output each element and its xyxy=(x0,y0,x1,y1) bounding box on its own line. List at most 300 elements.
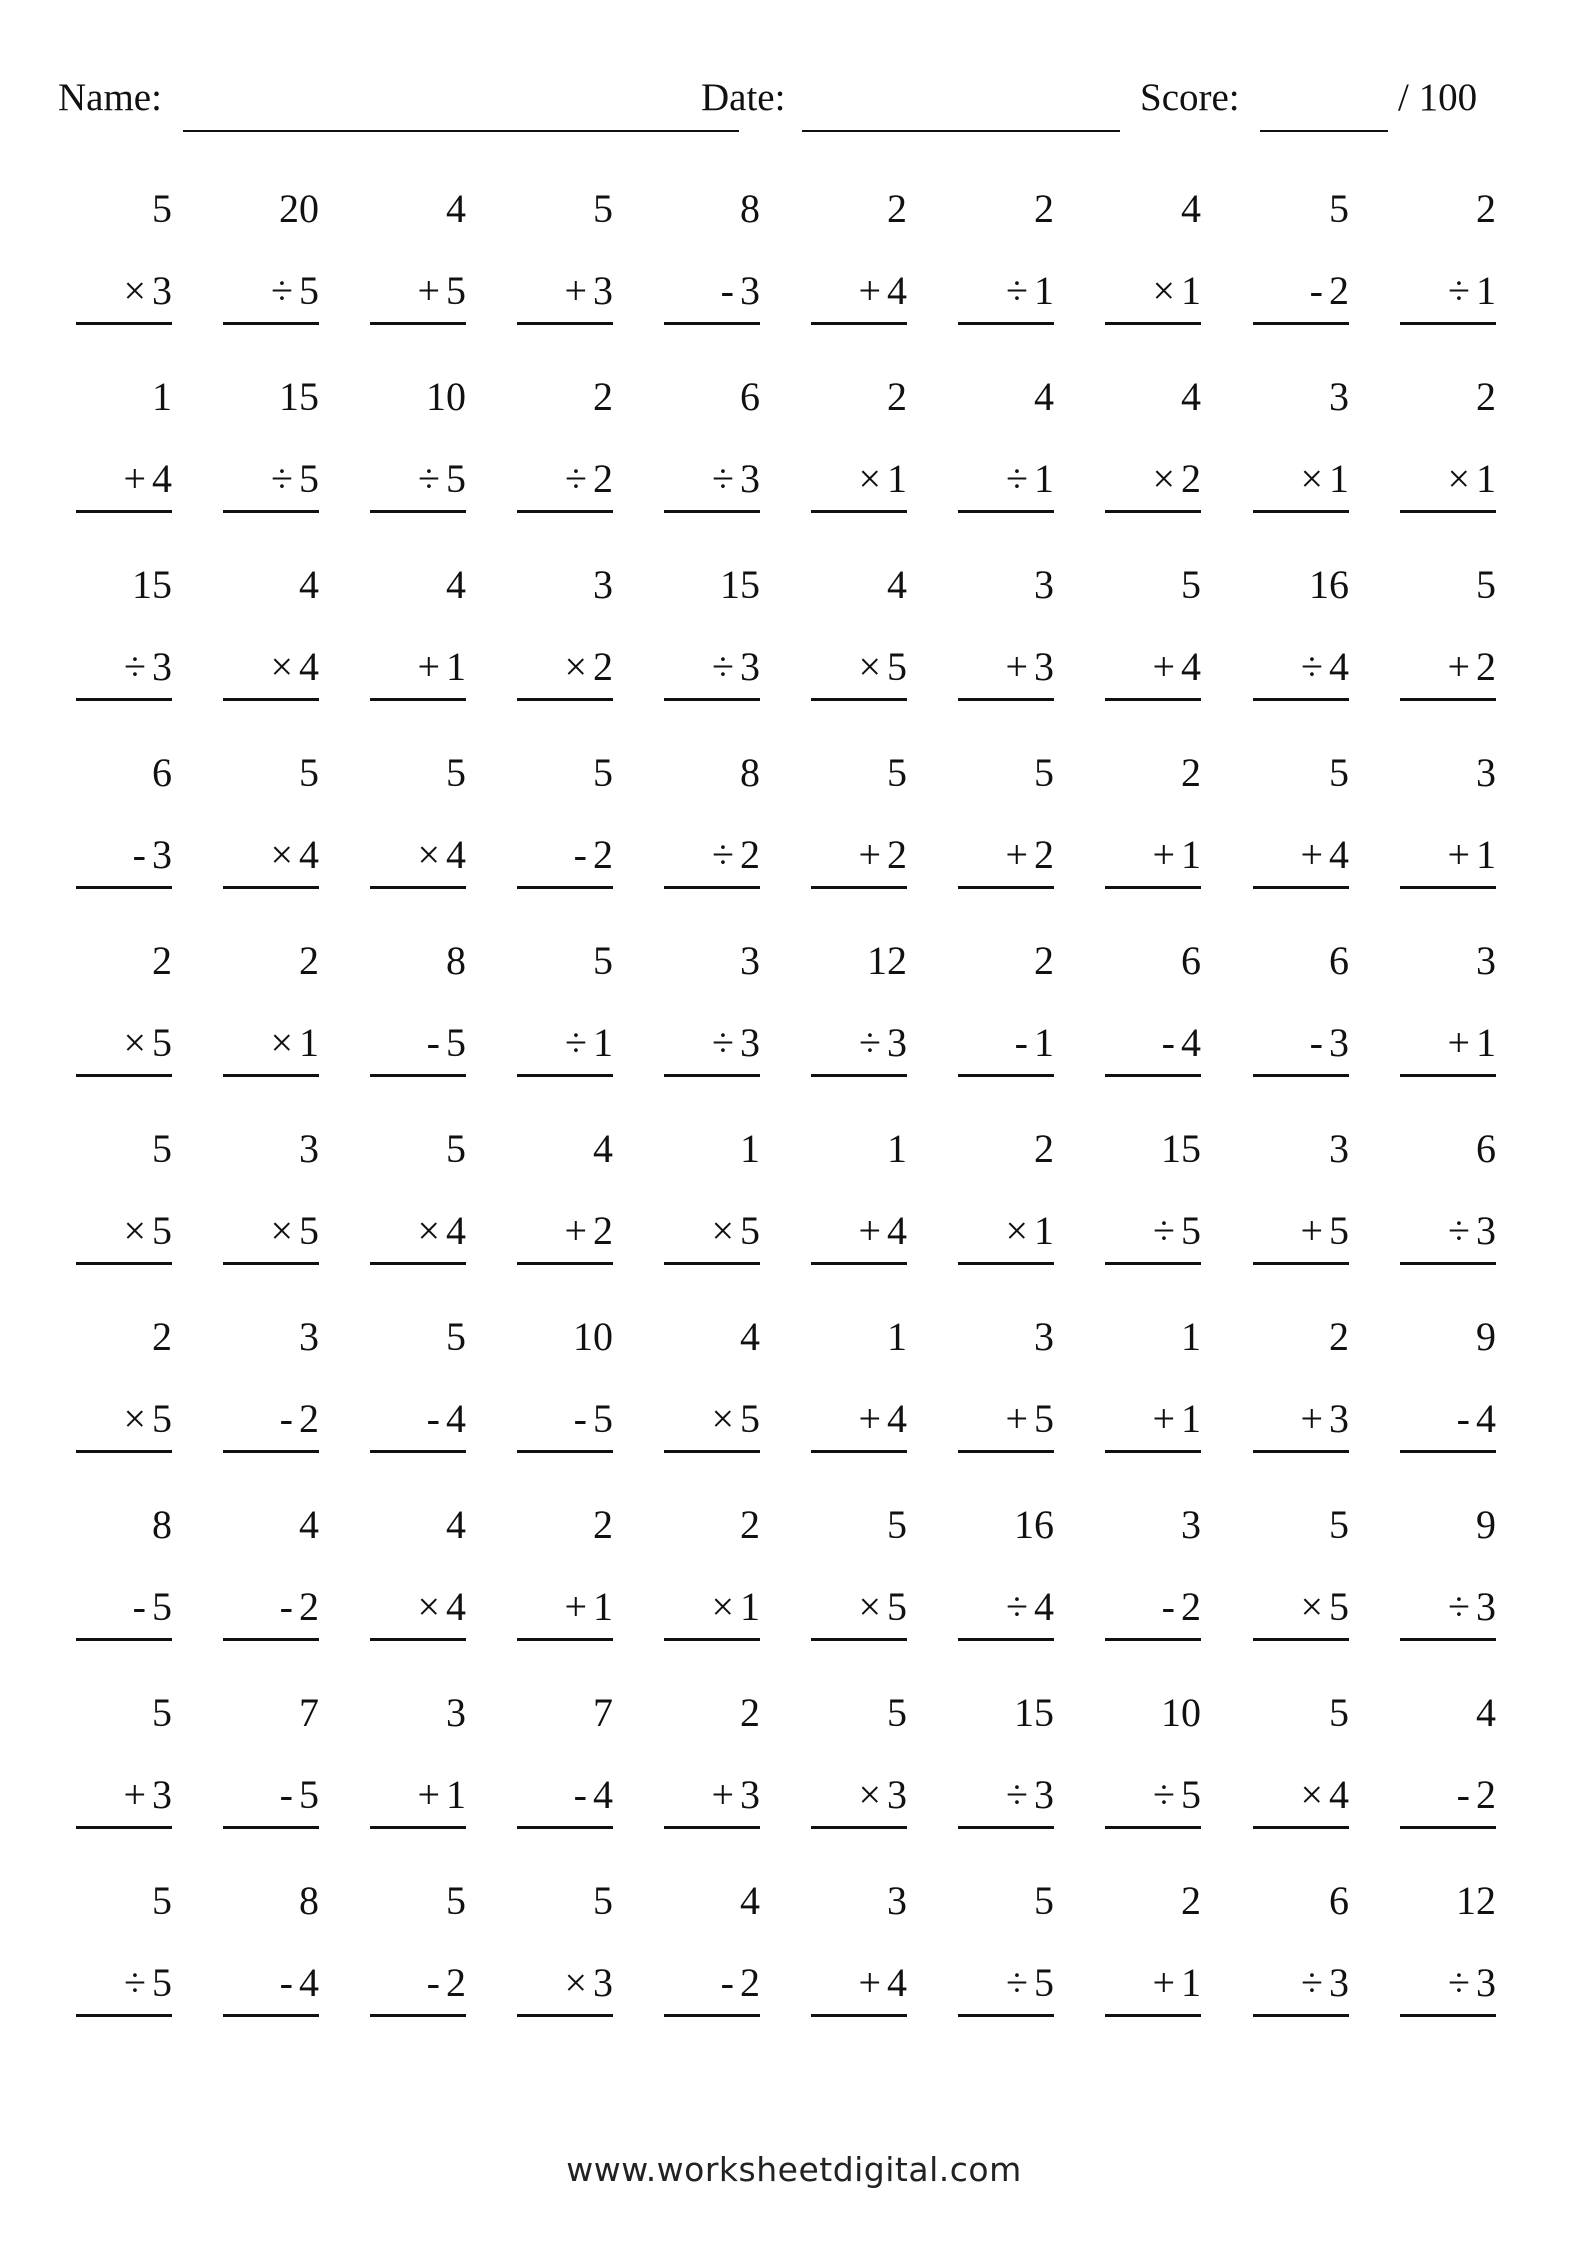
problem-bottom-number: 4 xyxy=(887,1208,907,1253)
problem-bottom-number: 2 xyxy=(1181,1584,1201,1629)
problem xyxy=(664,366,760,516)
problem xyxy=(76,742,172,892)
problem-top-number: 8 xyxy=(299,1878,319,1923)
problem xyxy=(517,366,613,516)
problem-top-number: 3 xyxy=(740,938,760,983)
problem-bottom-number: 1 xyxy=(1034,1208,1054,1253)
problem-operator: - xyxy=(720,268,734,313)
problem-answer-line[interactable] xyxy=(958,1764,1054,1829)
problem-answer-line[interactable] xyxy=(664,448,760,513)
problem-top-number: 2 xyxy=(1181,1878,1201,1923)
problem-operator: + xyxy=(1005,644,1028,689)
problem xyxy=(1253,366,1349,516)
problem-top-number: 5 xyxy=(1181,562,1201,607)
problem-answer-line[interactable] xyxy=(811,824,907,889)
problem-answer-line[interactable] xyxy=(517,1200,613,1265)
problem-answer-line[interactable] xyxy=(76,1012,172,1077)
problem-bottom-number: 3 xyxy=(740,644,760,689)
problem-answer-line[interactable] xyxy=(958,1576,1054,1641)
problem-operator: ÷ xyxy=(565,1020,587,1065)
problem-bottom-number: 3 xyxy=(887,1772,907,1817)
problem-answer-line[interactable] xyxy=(1105,1388,1201,1453)
problem xyxy=(1253,742,1349,892)
problem-top-number: 2 xyxy=(1034,186,1054,231)
problem-answer-line[interactable] xyxy=(223,1200,319,1265)
problem-operator: + xyxy=(858,1208,881,1253)
problem-bottom-number: 1 xyxy=(1476,268,1496,313)
problem-bottom-number: 5 xyxy=(152,1396,172,1441)
problem-operator: - xyxy=(573,1772,587,1817)
problem-bottom-number: 1 xyxy=(1034,1020,1054,1065)
problem-answer-line[interactable] xyxy=(664,1576,760,1641)
footer-website: www.worksheetdigital.com xyxy=(566,2150,1022,2189)
problem-top-number: 5 xyxy=(299,750,319,795)
problem-answer-line[interactable] xyxy=(76,1764,172,1829)
problem xyxy=(223,1118,319,1268)
problem-answer-line[interactable] xyxy=(517,260,613,325)
problem-operator: + xyxy=(564,268,587,313)
problem xyxy=(223,1494,319,1644)
problem-top-number: 9 xyxy=(1476,1314,1496,1359)
problem xyxy=(1253,1870,1349,2020)
problem-bottom-number: 4 xyxy=(1181,1020,1201,1065)
problem-answer-line[interactable] xyxy=(958,1200,1054,1265)
problem-bottom-number: 4 xyxy=(299,1960,319,2005)
problem-operator: ÷ xyxy=(1153,1772,1175,1817)
problem-answer-line[interactable] xyxy=(517,1952,613,2017)
problem-answer-line[interactable] xyxy=(223,636,319,701)
problem-operator: + xyxy=(417,268,440,313)
problem xyxy=(223,554,319,704)
score-blank[interactable] xyxy=(1260,130,1388,132)
problem-bottom-number: 3 xyxy=(1476,1960,1496,2005)
problem-answer-line[interactable] xyxy=(1105,448,1201,513)
problem-bottom-number: 1 xyxy=(1181,1960,1201,2005)
problem-operator: ÷ xyxy=(271,456,293,501)
problem-top-number: 8 xyxy=(446,938,466,983)
problem xyxy=(517,1306,613,1456)
problem-bottom-number: 1 xyxy=(299,1020,319,1065)
problem xyxy=(1400,554,1496,704)
problem-answer-line[interactable] xyxy=(1105,1012,1201,1077)
problem-bottom-number: 2 xyxy=(593,644,613,689)
problem-answer-line[interactable] xyxy=(1400,260,1496,325)
problem-operator: ÷ xyxy=(1448,268,1470,313)
problem-answer-line[interactable] xyxy=(958,260,1054,325)
problem-operator: + xyxy=(1447,832,1470,877)
problem-top-number: 1 xyxy=(887,1126,907,1171)
problem-answer-line[interactable] xyxy=(958,824,1054,889)
problem-bottom-number: 4 xyxy=(887,1960,907,2005)
problem-answer-line[interactable] xyxy=(223,1388,319,1453)
problem-bottom-number: 4 xyxy=(1329,832,1349,877)
problem-operator: - xyxy=(1309,268,1323,313)
problem-top-number: 1 xyxy=(152,374,172,419)
problem-answer-line[interactable] xyxy=(664,636,760,701)
problem xyxy=(1253,554,1349,704)
problem-bottom-number: 5 xyxy=(446,456,466,501)
date-blank[interactable] xyxy=(802,130,1120,132)
problem-answer-line[interactable] xyxy=(664,1200,760,1265)
problem-top-number: 5 xyxy=(593,750,613,795)
problem-bottom-number: 3 xyxy=(152,1772,172,1817)
problem-answer-line[interactable] xyxy=(370,1764,466,1829)
problem-bottom-number: 2 xyxy=(887,832,907,877)
problem-operator: + xyxy=(564,1584,587,1629)
problem-bottom-number: 5 xyxy=(1329,1584,1349,1629)
problem-bottom-number: 1 xyxy=(1181,832,1201,877)
problem-bottom-number: 3 xyxy=(740,456,760,501)
problem-bottom-number: 3 xyxy=(152,268,172,313)
name-blank[interactable] xyxy=(183,130,739,132)
problem-answer-line[interactable] xyxy=(1105,1952,1201,2017)
problem-operator: × xyxy=(1300,456,1323,501)
problem-top-number: 12 xyxy=(867,938,907,983)
problem-top-number: 8 xyxy=(740,750,760,795)
problem xyxy=(1400,930,1496,1080)
problem-bottom-number: 3 xyxy=(593,268,613,313)
problem-top-number: 5 xyxy=(593,186,613,231)
problem xyxy=(811,1306,907,1456)
problem-answer-line[interactable] xyxy=(1400,824,1496,889)
problem-operator: - xyxy=(279,1960,293,2005)
problem-top-number: 4 xyxy=(446,1502,466,1547)
problem-bottom-number: 5 xyxy=(740,1208,760,1253)
problem-answer-line[interactable] xyxy=(664,1012,760,1077)
problem-top-number: 20 xyxy=(279,186,319,231)
problem xyxy=(811,930,907,1080)
problem-answer-line[interactable] xyxy=(223,824,319,889)
problem-top-number: 2 xyxy=(1476,374,1496,419)
problem-answer-line[interactable] xyxy=(370,1200,466,1265)
problem-bottom-number: 4 xyxy=(1181,644,1201,689)
problem-operator: × xyxy=(711,1208,734,1253)
problem-bottom-number: 4 xyxy=(299,644,319,689)
problem-top-number: 4 xyxy=(1476,1690,1496,1735)
problem-bottom-number: 3 xyxy=(152,644,172,689)
problem-answer-line[interactable] xyxy=(1253,1576,1349,1641)
problem xyxy=(223,742,319,892)
problem-answer-line[interactable] xyxy=(811,1952,907,2017)
problem-answer-line[interactable] xyxy=(1253,448,1349,513)
problem-answer-line[interactable] xyxy=(1400,1200,1496,1265)
problem-operator: - xyxy=(426,1960,440,2005)
problem-operator: + xyxy=(858,1396,881,1441)
problem-answer-line[interactable] xyxy=(958,1952,1054,2017)
problem-answer-line[interactable] xyxy=(223,1576,319,1641)
problem-answer-line[interactable] xyxy=(958,1012,1054,1077)
problem-bottom-number: 5 xyxy=(446,1020,466,1065)
problem xyxy=(370,366,466,516)
problem-top-number: 2 xyxy=(152,938,172,983)
problem-operator: ÷ xyxy=(859,1020,881,1065)
problem-operator: × xyxy=(123,1396,146,1441)
problem-answer-line[interactable] xyxy=(1105,1576,1201,1641)
problem-answer-line[interactable] xyxy=(811,1764,907,1829)
problem-answer-line[interactable] xyxy=(664,260,760,325)
problem-top-number: 9 xyxy=(1476,1502,1496,1547)
problem-bottom-number: 3 xyxy=(887,1020,907,1065)
problem-answer-line[interactable] xyxy=(1253,1952,1349,2017)
problem-operator: ÷ xyxy=(1448,1584,1470,1629)
problem-answer-line[interactable] xyxy=(1400,1388,1496,1453)
problem xyxy=(1253,1118,1349,1268)
problem xyxy=(958,930,1054,1080)
problem-answer-line[interactable] xyxy=(1400,448,1496,513)
problem xyxy=(517,742,613,892)
problem-bottom-number: 4 xyxy=(446,832,466,877)
problem-top-number: 5 xyxy=(1476,562,1496,607)
problem-answer-line[interactable] xyxy=(1253,1200,1349,1265)
problem-top-number: 5 xyxy=(446,750,466,795)
problem-top-number: 12 xyxy=(1456,1878,1496,1923)
problem-operator: × xyxy=(270,1208,293,1253)
problem xyxy=(1105,1306,1201,1456)
problem-answer-line[interactable] xyxy=(664,1388,760,1453)
problem-top-number: 8 xyxy=(152,1502,172,1547)
problem-top-number: 2 xyxy=(593,1502,613,1547)
problem-bottom-number: 2 xyxy=(299,1396,319,1441)
problem-top-number: 3 xyxy=(1034,562,1054,607)
problem-answer-line[interactable] xyxy=(370,1952,466,2017)
problem-bottom-number: 2 xyxy=(1476,644,1496,689)
problem-answer-line[interactable] xyxy=(370,824,466,889)
problem-answer-line[interactable] xyxy=(1400,1952,1496,2017)
problem-operator: ÷ xyxy=(1301,644,1323,689)
problem xyxy=(664,1494,760,1644)
problem-answer-line[interactable] xyxy=(811,1576,907,1641)
problem-bottom-number: 5 xyxy=(887,644,907,689)
problem-answer-line[interactable] xyxy=(664,824,760,889)
problem-answer-line[interactable] xyxy=(76,260,172,325)
problem-answer-line[interactable] xyxy=(1253,1388,1349,1453)
problem xyxy=(1105,742,1201,892)
problem-operator: × xyxy=(858,644,881,689)
problem-answer-line[interactable] xyxy=(1105,824,1201,889)
problem-answer-line[interactable] xyxy=(370,1576,466,1641)
problem-answer-line[interactable] xyxy=(811,1012,907,1077)
problem-operator: ÷ xyxy=(124,644,146,689)
problem xyxy=(370,178,466,328)
problem-top-number: 10 xyxy=(573,1314,613,1359)
problem-answer-line[interactable] xyxy=(1400,1764,1496,1829)
problem xyxy=(958,742,1054,892)
problem-top-number: 6 xyxy=(740,374,760,419)
problem-answer-line[interactable] xyxy=(76,636,172,701)
problem-answer-line[interactable] xyxy=(1253,636,1349,701)
problem-bottom-number: 1 xyxy=(593,1584,613,1629)
problem-bottom-number: 5 xyxy=(740,1396,760,1441)
problem-answer-line[interactable] xyxy=(1400,1576,1496,1641)
problem-top-number: 5 xyxy=(446,1878,466,1923)
problem-operator: - xyxy=(279,1772,293,1817)
problem-answer-line[interactable] xyxy=(370,448,466,513)
problem-bottom-number: 2 xyxy=(740,1960,760,2005)
problem xyxy=(958,1306,1054,1456)
problem-top-number: 16 xyxy=(1309,562,1349,607)
problem-answer-line[interactable] xyxy=(76,1952,172,2017)
problem-answer-line[interactable] xyxy=(1253,1012,1349,1077)
problem-top-number: 15 xyxy=(720,562,760,607)
problem-answer-line[interactable] xyxy=(76,448,172,513)
problem-operator: + xyxy=(123,1772,146,1817)
problem-answer-line[interactable] xyxy=(1253,260,1349,325)
problem-answer-line[interactable] xyxy=(664,1952,760,2017)
problem-operator: × xyxy=(564,644,587,689)
problem-answer-line[interactable] xyxy=(1400,636,1496,701)
problem xyxy=(811,178,907,328)
problem-bottom-number: 2 xyxy=(1034,832,1054,877)
problem-top-number: 10 xyxy=(1161,1690,1201,1735)
problem-answer-line[interactable] xyxy=(370,636,466,701)
problem-answer-line[interactable] xyxy=(958,448,1054,513)
problem-answer-line[interactable] xyxy=(958,636,1054,701)
problem xyxy=(1400,1118,1496,1268)
problem-bottom-number: 3 xyxy=(1329,1396,1349,1441)
problem-operator: + xyxy=(1300,1396,1323,1441)
problem-answer-line[interactable] xyxy=(370,260,466,325)
problem-top-number: 4 xyxy=(299,562,319,607)
problem xyxy=(1253,1494,1349,1644)
problem-answer-line[interactable] xyxy=(76,1576,172,1641)
problem-answer-line[interactable] xyxy=(223,260,319,325)
problem-answer-line[interactable] xyxy=(223,1952,319,2017)
problem-operator: ÷ xyxy=(1448,1960,1470,2005)
problem-answer-line[interactable] xyxy=(370,1388,466,1453)
problem-top-number: 15 xyxy=(1161,1126,1201,1171)
problem xyxy=(370,742,466,892)
problem xyxy=(1105,1118,1201,1268)
problem-operator: ÷ xyxy=(1006,456,1028,501)
problem-answer-line[interactable] xyxy=(811,448,907,513)
problem-answer-line[interactable] xyxy=(1400,1012,1496,1077)
problem-operator: - xyxy=(279,1584,293,1629)
problem-answer-line[interactable] xyxy=(76,1200,172,1265)
problem-top-number: 4 xyxy=(887,562,907,607)
problem xyxy=(76,1118,172,1268)
problem-answer-line[interactable] xyxy=(517,636,613,701)
problem-operator: × xyxy=(123,1208,146,1253)
problem-top-number: 3 xyxy=(1034,1314,1054,1359)
problem-answer-line[interactable] xyxy=(664,1764,760,1829)
problem-answer-line[interactable] xyxy=(517,1764,613,1829)
problem-answer-line[interactable] xyxy=(370,1012,466,1077)
problem-answer-line[interactable] xyxy=(1105,1200,1201,1265)
problem xyxy=(370,1306,466,1456)
problem xyxy=(1105,554,1201,704)
problem xyxy=(370,1118,466,1268)
problem-top-number: 5 xyxy=(1329,1690,1349,1735)
problem xyxy=(517,554,613,704)
problem-operator: × xyxy=(1005,1208,1028,1253)
problem-bottom-number: 5 xyxy=(152,1020,172,1065)
problem xyxy=(664,1306,760,1456)
problem xyxy=(76,366,172,516)
problem-bottom-number: 5 xyxy=(152,1960,172,2005)
problem-top-number: 2 xyxy=(1034,938,1054,983)
problem-answer-line[interactable] xyxy=(811,636,907,701)
problem-top-number: 5 xyxy=(1034,750,1054,795)
problem-top-number: 3 xyxy=(593,562,613,607)
problem-answer-line[interactable] xyxy=(1253,824,1349,889)
problem xyxy=(517,1494,613,1644)
problem-top-number: 7 xyxy=(299,1690,319,1735)
problem-answer-line[interactable] xyxy=(1105,636,1201,701)
problem-bottom-number: 2 xyxy=(1329,268,1349,313)
problem-answer-line[interactable] xyxy=(811,260,907,325)
problem-top-number: 5 xyxy=(152,186,172,231)
problem-answer-line[interactable] xyxy=(76,824,172,889)
problem-answer-line[interactable] xyxy=(517,1012,613,1077)
problem-bottom-number: 5 xyxy=(1034,1960,1054,2005)
problem xyxy=(1105,178,1201,328)
problem-top-number: 4 xyxy=(1181,186,1201,231)
problem-answer-line[interactable] xyxy=(811,1200,907,1265)
problem-bottom-number: 4 xyxy=(887,1396,907,1441)
problem-answer-line[interactable] xyxy=(1253,1764,1349,1829)
problem-operator: × xyxy=(1300,1584,1323,1629)
problem-bottom-number: 4 xyxy=(1476,1396,1496,1441)
problem-bottom-number: 5 xyxy=(1034,1396,1054,1441)
problem xyxy=(76,554,172,704)
problem xyxy=(664,1870,760,2020)
problem-answer-line[interactable] xyxy=(811,1388,907,1453)
problem xyxy=(811,554,907,704)
problem-bottom-number: 1 xyxy=(1034,268,1054,313)
problem-top-number: 4 xyxy=(593,1126,613,1171)
problem-bottom-number: 2 xyxy=(593,1208,613,1253)
problem-answer-line[interactable] xyxy=(517,1388,613,1453)
problem-answer-line[interactable] xyxy=(223,1012,319,1077)
problem-answer-line[interactable] xyxy=(1105,260,1201,325)
problem xyxy=(811,1682,907,1832)
problem xyxy=(958,1870,1054,2020)
problem-answer-line[interactable] xyxy=(517,1576,613,1641)
problem-bottom-number: 5 xyxy=(1181,1208,1201,1253)
problem-operator: + xyxy=(1447,1020,1470,1065)
problem-operator: × xyxy=(1152,268,1175,313)
problem-answer-line[interactable] xyxy=(223,448,319,513)
problem-top-number: 4 xyxy=(299,1502,319,1547)
problem-top-number: 15 xyxy=(132,562,172,607)
problem-operator: - xyxy=(573,1396,587,1441)
problem-operator: × xyxy=(417,832,440,877)
problem-operator: - xyxy=(1456,1772,1470,1817)
problem-answer-line[interactable] xyxy=(517,824,613,889)
problem-operator: ÷ xyxy=(1006,268,1028,313)
problem-answer-line[interactable] xyxy=(1105,1764,1201,1829)
problem-bottom-number: 5 xyxy=(1329,1208,1349,1253)
problem-answer-line[interactable] xyxy=(223,1764,319,1829)
problem-operator: × xyxy=(564,1960,587,2005)
problem xyxy=(370,1870,466,2020)
problem xyxy=(76,1494,172,1644)
problem-bottom-number: 3 xyxy=(740,1020,760,1065)
problem-bottom-number: 4 xyxy=(1329,644,1349,689)
problem-operator: × xyxy=(1300,1772,1323,1817)
problem xyxy=(370,1494,466,1644)
problem-operator: - xyxy=(279,1396,293,1441)
problem-operator: - xyxy=(1161,1584,1175,1629)
problem-answer-line[interactable] xyxy=(76,1388,172,1453)
problem xyxy=(223,1306,319,1456)
problem-bottom-number: 3 xyxy=(152,832,172,877)
problem-bottom-number: 3 xyxy=(1034,644,1054,689)
problem-answer-line[interactable] xyxy=(958,1388,1054,1453)
problem-answer-line[interactable] xyxy=(517,448,613,513)
problem-bottom-number: 5 xyxy=(299,268,319,313)
problem-top-number: 5 xyxy=(1329,750,1349,795)
